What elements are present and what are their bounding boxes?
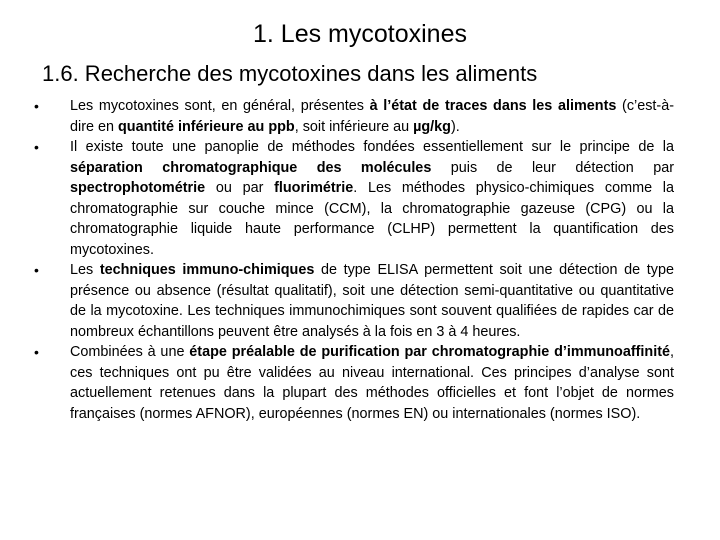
bullet-segment: Combinées à une — [70, 344, 190, 360]
bullet-segment-bold: à l’état de traces dans les aliments — [369, 98, 617, 114]
bullet-icon: • — [34, 98, 39, 114]
bullet-segment-bold: fluorimétrie — [274, 180, 354, 196]
bullet-segment: , ces techniques ont pu être validées au niveau international. Ces principes d’analyse sont actuellement retenues dans la plupart des méthodes officielles et font l’objet de normes françaises (normes AFNOR), européennes (normes EN) ou internationales (normes ISO). — [70, 344, 674, 422]
bullet-item — [34, 260, 674, 342]
slide-title: 1. Les mycotoxines — [253, 20, 467, 48]
bullet-segment: Il existe toute une panoplie de méthodes fondées essentiellement sur le principe de la — [70, 139, 674, 155]
bullet-segment-bold: séparation chromatographique des molécules — [70, 159, 432, 176]
bullet-segment: Les — [70, 262, 100, 278]
bullet-list — [34, 96, 674, 424]
slide-subtitle: 1.6. Recherche des mycotoxines dans les aliments — [42, 61, 538, 86]
bullet-segment: , soit inférieure au — [294, 118, 414, 135]
bullet-segment: ). — [450, 118, 460, 135]
bullet-segment: ou par — [205, 180, 275, 196]
bullet-segment: . Les méthodes physico-chimiques comme la chromatographie sur couche mince (CCM), la chromatographie gazeuse (CPG) ou la chromatographie liquide haute performance (CLHP) permettent la quantification des mycotoxines. — [70, 180, 674, 258]
bullet-icon: • — [34, 139, 39, 155]
bullet-segment-bold: spectrophotométrie — [70, 180, 206, 196]
bullet-segment: puis de leur détection par — [431, 159, 674, 176]
bullet-item — [34, 96, 674, 137]
bullet-segment: Les mycotoxines sont, en général, présentes — [70, 98, 370, 114]
bullet-segment: (c’est-à-dire en — [70, 98, 675, 135]
bullet-segment-bold: µg/kg — [413, 118, 451, 135]
bullet-segment-bold: quantité inférieure au ppb — [118, 118, 295, 135]
bullet-icon: • — [34, 344, 39, 360]
bullet-icon: • — [34, 262, 39, 278]
bullet-segment-bold: étape préalable de purification par chromatographie d’immunoaffinité — [189, 344, 670, 360]
bullet-segment-bold: techniques immuno-chimiques — [99, 262, 315, 278]
bullet-item — [34, 137, 674, 260]
bullet-item — [34, 342, 674, 424]
bullet-segment: de type ELISA permettent soit une détection de type présence ou absence (résultat qualitatif), soit une détection semi-quantitative ou quantitative de la mycotoxine. Les techniques immunochimiques sont souvent qualifiées de rapides car de nombreux échantillons peuvent être analysés à la fois en 3 à 4 heures. — [70, 262, 674, 340]
